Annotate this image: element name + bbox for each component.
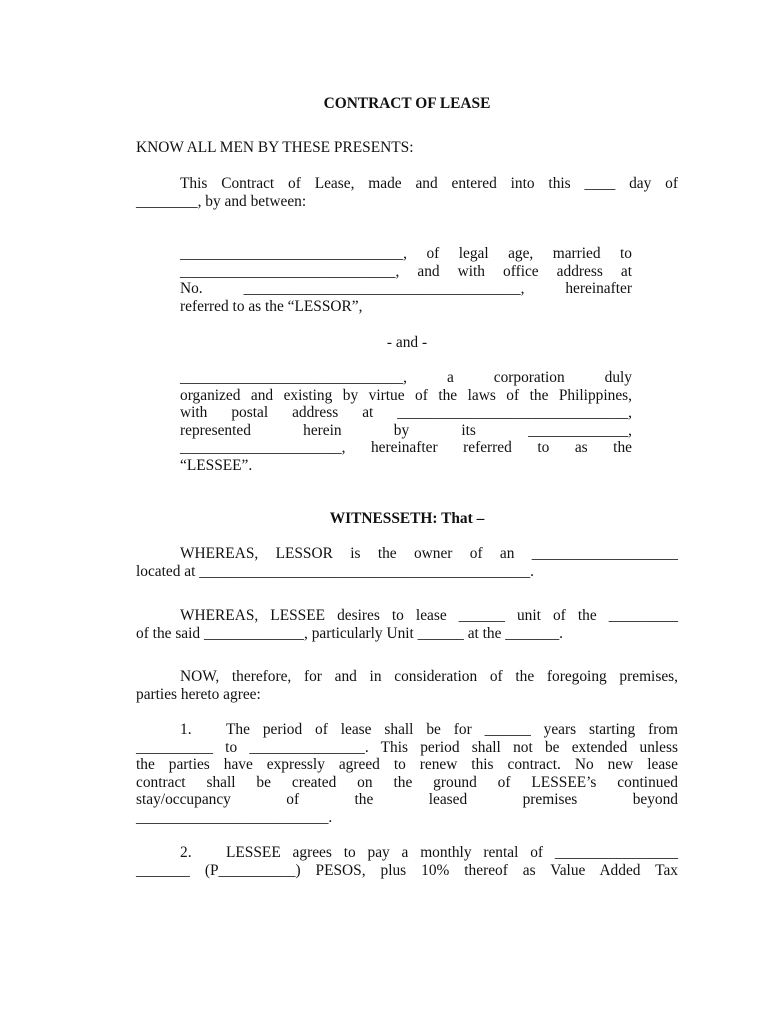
whereas-owner-paragraph [136,545,678,580]
document-title [136,95,678,113]
witnesseth-heading [136,510,678,528]
lessor-line: referred to as the “LESSOR”, [180,297,363,315]
witnesseth-text: WITNESSETH: That – [329,510,485,527]
whereas-line: of the said _____________, particularly Unit ______ at the _______. [136,624,564,642]
clause-line: stay/occupancy of the leased premises beyond [136,791,678,809]
clause-number: 1. [180,721,192,738]
clause-line: the parties have expressly agreed to renew this contract. No new lease [136,756,678,774]
clause-number: 2. [180,844,192,861]
lessee-line: represented herein by its _____________, [180,421,632,439]
lessee-line: “LESSEE”. [180,456,253,474]
lessor-line: _____________________________, of legal age, married to [180,245,632,262]
lessee-block [180,369,632,475]
lessor-line: No. ____________________________________, hereinafter [180,280,632,298]
whereas-line: WHEREAS, LESSOR is the owner of an ___________________ [180,545,678,562]
clause-line: The period of lease shall be for ______ years starting from [226,721,678,738]
lessee-line: organized and existing by virtue of the laws of the Philippines, [180,386,632,404]
lessee-line: with postal address at ______________________________, [180,404,632,422]
lessee-line: _____________________, hereinafter referred to as the [180,439,632,457]
and-separator [136,334,678,352]
title-text: CONTRACT OF LEASE [323,95,491,112]
now-therefore-paragraph [136,668,678,703]
lessor-block [180,245,632,315]
clause-line: _______ (P__________) PESOS, plus 10% thereof as Value Added Tax [136,861,678,879]
whereas-lease-paragraph [136,607,678,642]
preamble [136,139,413,157]
intro-line: This Contract of Lease, made and entered into this ____ day of [180,175,678,192]
whereas-line: WHEREAS, LESSEE desires to lease ______ unit of the _________ [180,607,678,624]
lessee-line: _____________________________, a corporation duly [180,369,632,386]
clause-line: __________ to _______________. This period shall not be extended unless [136,738,678,756]
clause-line: _________________________. [136,808,333,826]
intro-line: ________, by and between: [136,192,307,210]
clause-line: contract shall be created on the ground of LESSEE’s continued [136,773,678,791]
preamble-text: KNOW ALL MEN BY THESE PRESENTS: [136,139,414,156]
clause-line: LESSEE agrees to pay a monthly rental of ________________ [226,844,678,861]
clause-1 [136,721,678,827]
intro-paragraph [136,175,678,210]
clause-2 [136,844,678,879]
now-therefore-line: parties hereto agree: [136,685,261,703]
now-therefore-line: NOW, therefore, for and in consideration of the foregoing premises, [180,668,678,685]
and-separator-text: - and - [386,334,428,351]
lessor-line: ____________________________, and with office address at [180,262,632,280]
whereas-line: located at ___________________________________________. [136,562,534,580]
